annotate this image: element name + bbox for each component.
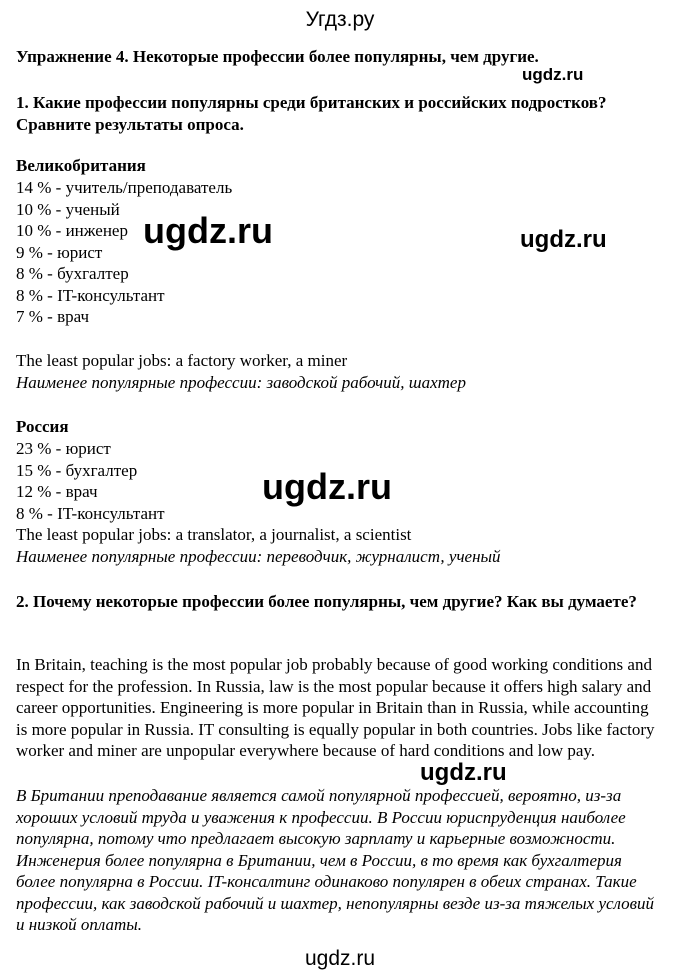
- watermark: ugdz.ru: [262, 466, 392, 507]
- list-item: 10 % - инженер: [16, 221, 128, 240]
- question-1: 1. Какие профессии популярны среди британских и российских подростков? Сравните результаты опроса.: [16, 93, 607, 134]
- list-item: 8 % - IT-консультант: [16, 285, 165, 305]
- watermark: ugdz.ru: [520, 226, 607, 253]
- list-item: 8 % - IT-консультант: [16, 503, 165, 523]
- watermark: ugdz.ru: [420, 759, 507, 786]
- list-item: 12 % - врач: [16, 482, 98, 501]
- watermark: ugdz.ru: [522, 65, 584, 84]
- list-item: 7 % - врач: [16, 307, 90, 326]
- list-item: 10 % - ученый: [16, 199, 120, 219]
- britain-least-ru: Наименее популярные профессии: заводской рабочий, шахтер: [16, 373, 466, 392]
- russia-least-ru: Наименее популярные профессии: переводчик, журналист, ученый: [16, 546, 501, 566]
- site-header: Угдз.ру: [305, 8, 375, 31]
- list-item: 8 % - бухгалтер: [16, 264, 129, 283]
- exercise-title: Упражнение 4. Некоторые профессии более популярны, чем другие.: [16, 47, 539, 66]
- list-item: 23 % - юрист: [16, 439, 111, 458]
- answer-en: In Britain, teaching is the most popular job probably because of good working conditions and respect for the profession. In Russia, law is the most popular because it offers high salary and career opportunities. Engineering is more popular in Britain than in Russia, while accounting is more popular in Russia. IT consulting is equally popular in both countries. Jobs like factory worker and miner are unpopular everywhere because of hard conditions and low pay.: [16, 655, 655, 760]
- russia-title: Россия: [16, 417, 69, 436]
- britain-least-en: The least popular jobs: a factory worker, a miner: [16, 351, 348, 370]
- list-item: 15 % - бухгалтер: [16, 460, 138, 480]
- site-footer: ugdz.ru: [304, 947, 376, 970]
- answer-ru: В Британии преподавание является самой популярной профессией, вероятно, из-за хороших условий труда и уважения к профессии. В России юриспруденция наиболее популярна, потому что предлагает высокую зарплату и карьерные возможности. Инженерия более популярна в Британии, чем в России, в то время как бухгалтерия более популярна в России. IT-консалтинг одинаково популярен в обеих странах. Такие профессии, как заводской рабочий и шахтер, непопулярны везде из-за тяжелых условий и низкой оплаты.: [16, 786, 655, 934]
- russia-least-en: The least popular jobs: a translator, a journalist, a scientist: [16, 525, 412, 544]
- question-2: 2. Почему некоторые профессии более популярны, чем другие? Как вы думаете?: [16, 592, 637, 611]
- list-item: 9 % - юрист: [16, 242, 103, 262]
- list-item: 14 % - учитель/преподаватель: [16, 178, 233, 197]
- britain-title: Великобритания: [16, 156, 146, 175]
- watermark: ugdz.ru: [143, 210, 273, 251]
